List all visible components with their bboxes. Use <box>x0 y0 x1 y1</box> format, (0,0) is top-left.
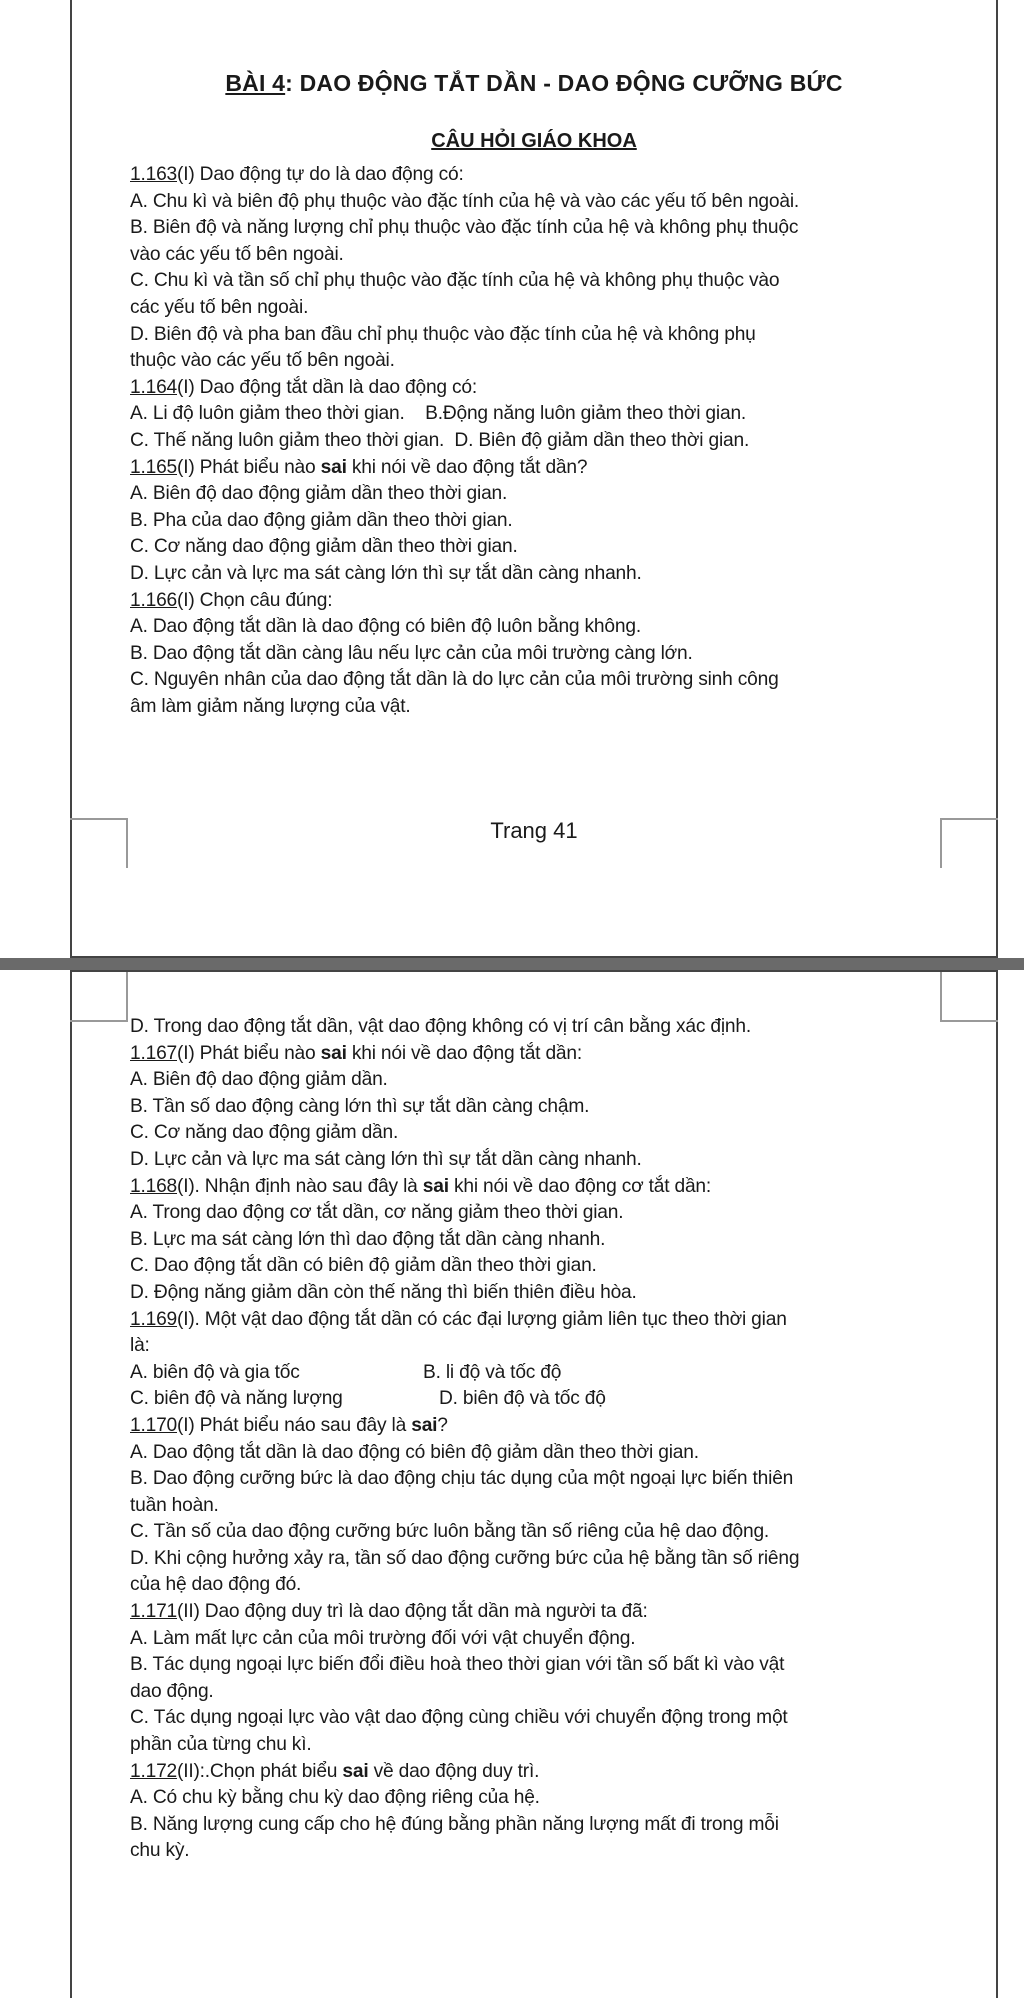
answer-options-ab: A. Li độ luôn giảm theo thời gian. B.Động năng luôn giảm theo thời gian. <box>130 403 747 425</box>
question-stem: 1.165(I) Phát biểu nào sai khi nói về dao động tắt dần? <box>130 456 588 478</box>
answer-option-cont: thuộc vào các yếu tố bên ngoài. <box>130 350 395 372</box>
question-stem: 1.169(I). Một vật dao động tắt dần có các đại lượng giảm liên tục theo thời gian <box>130 1308 787 1330</box>
answer-option: D. Lực cản và lực ma sát càng lớn thì sự tắt dần càng nhanh. <box>130 1148 642 1170</box>
question-stem: 1.168(I). Nhận định nào sau đây là sai khi nói về dao động cơ tắt dần: <box>130 1175 712 1197</box>
answer-options-cd: C. biên độ và năng lượng D. biên độ và tốc độ <box>130 1388 606 1410</box>
answer-option-cont: âm làm giảm năng lượng của vật. <box>130 695 411 717</box>
answer-option: A. Dao động tắt dần là dao động có biên độ luôn bằng không. <box>130 616 641 638</box>
answer-option: C. Chu kì và tần số chỉ phụ thuộc vào đặc tính của hệ và không phụ thuộc vào <box>130 270 780 292</box>
document-page-41 <box>0 0 1024 958</box>
answer-option: B. Pha của dao động giảm dần theo thời gian. <box>130 509 513 531</box>
answer-option: D. Động năng giảm dần còn thế năng thì biến thiên điều hòa. <box>130 1281 637 1303</box>
questions-block-2 <box>130 1014 972 1865</box>
question-stem: 1.170(I) Phát biểu náo sau đây là sai? <box>130 1414 448 1436</box>
lesson-title: BÀI 4: DAO ĐỘNG TẮT DẦN - DAO ĐỘNG CƯỠNG BỨC <box>225 70 843 96</box>
question-stem-cont: là: <box>130 1335 150 1357</box>
answer-option: B. Biên độ và năng lượng chỉ phụ thuộc vào đặc tính của hệ và không phụ thuộc <box>130 217 799 239</box>
answer-option-cont: dao động. <box>130 1680 214 1702</box>
answer-option-cont: của hệ dao động đó. <box>130 1574 302 1596</box>
answer-option: C. Cơ năng dao động giảm dần theo thời gian. <box>130 536 518 558</box>
answer-option-cont: vào các yếu tố bên ngoài. <box>130 243 344 265</box>
question-stem: 1.171(II) Dao động duy trì là dao động tắt dần mà người ta đã: <box>130 1601 648 1623</box>
answer-options-cd: C. Thế năng luôn giảm theo thời gian. D. Biên độ giảm dần theo thời gian. <box>130 429 750 451</box>
answer-option: B. Tác dụng ngoại lực biến đổi điều hoà theo thời gian với tần số bất kì vào vật <box>130 1654 785 1676</box>
question-stem: 1.167(I) Phát biểu nào sai khi nói về dao động tắt dần: <box>130 1042 582 1064</box>
answer-option: A. Dao động tắt dần là dao động có biên độ giảm dần theo thời gian. <box>130 1441 699 1463</box>
answer-option-cont: tuần hoàn. <box>130 1494 219 1516</box>
answer-option: A. Biên độ dao động giảm dần theo thời gian. <box>130 483 508 505</box>
answer-option: A. Có chu kỳ bằng chu kỳ dao động riêng của hệ. <box>130 1787 540 1809</box>
answer-option-cont: phần của từng chu kì. <box>130 1734 312 1756</box>
answer-option: D. Biên độ và pha ban đầu chỉ phụ thuộc vào đặc tính của hệ và không phụ <box>130 323 756 345</box>
answer-option-cont: các yếu tố bên ngoài. <box>130 296 309 318</box>
answer-option: D. Lực cản và lực ma sát càng lớn thì sự tắt dần càng nhanh. <box>130 562 642 584</box>
answer-option: C. Tần số của dao động cưỡng bức luôn bằng tần số riêng của hệ dao động. <box>130 1521 770 1543</box>
section-subtitle: CÂU HỎI GIÁO KHOA <box>431 130 637 152</box>
answer-options-ab: A. biên độ và gia tốc B. li độ và tốc độ <box>130 1361 562 1383</box>
answer-option: D. Trong dao động tắt dần, vật dao động không có vị trí cân bằng xác định. <box>130 1016 751 1037</box>
answer-option: C. Nguyên nhân của dao động tắt dần là do lực cản của môi trường sinh công <box>130 669 779 691</box>
answer-option: A. Chu kì và biên độ phụ thuộc vào đặc tính của hệ và vào các yếu tố bên ngoài. <box>130 190 800 212</box>
crop-mark-left <box>70 972 128 1022</box>
answer-option: A. Làm mất lực cản của môi trường đối với vật chuyển động. <box>130 1627 636 1649</box>
answer-option: C. Dao động tắt dần có biên độ giảm dần theo thời gian. <box>130 1255 597 1277</box>
answer-option-cont: chu kỳ. <box>130 1840 190 1862</box>
answer-option: A. Biên độ dao động giảm dần. <box>130 1069 388 1091</box>
answer-option: C. Tác dụng ngoại lực vào vật dao động cùng chiều với chuyển động trong một <box>130 1707 788 1729</box>
answer-option: A. Trong dao động cơ tắt dần, cơ năng giảm theo thời gian. <box>130 1202 624 1224</box>
answer-option: B. Lực ma sát càng lớn thì dao động tắt dần càng nhanh. <box>130 1228 606 1250</box>
answer-option: B. Dao động cưỡng bức là dao động chịu tác dụng của một ngoại lực biến thiên <box>130 1468 794 1490</box>
question-stem: 1.163(I) Dao động tự do là dao động có: <box>130 164 464 185</box>
questions-block-1 <box>130 162 972 720</box>
answer-option: B. Dao động tắt dần càng lâu nếu lực cản của môi trường càng lớn. <box>130 642 693 664</box>
document-page-42 <box>0 970 1024 1998</box>
answer-option: C. Cơ năng dao động giảm dần. <box>130 1122 399 1144</box>
question-stem: 1.166(I) Chọn câu đúng: <box>130 589 333 611</box>
page-number: Trang 41 <box>490 818 578 843</box>
answer-option: D. Khi cộng hưởng xảy ra, tần số dao động cưỡng bức của hệ bằng tần số riêng <box>130 1547 800 1569</box>
answer-option: B. Tần số dao động càng lớn thì sự tắt dần càng chậm. <box>130 1095 590 1117</box>
answer-option: B. Năng lượng cung cấp cho hệ đúng bằng phần năng lượng mất đi trong mỗi <box>130 1813 779 1835</box>
question-stem: 1.164(I) Dao động tắt dần là dao động có: <box>130 376 478 398</box>
question-stem: 1.172(II):.Chọn phát biểu sai về dao động duy trì. <box>130 1760 540 1782</box>
